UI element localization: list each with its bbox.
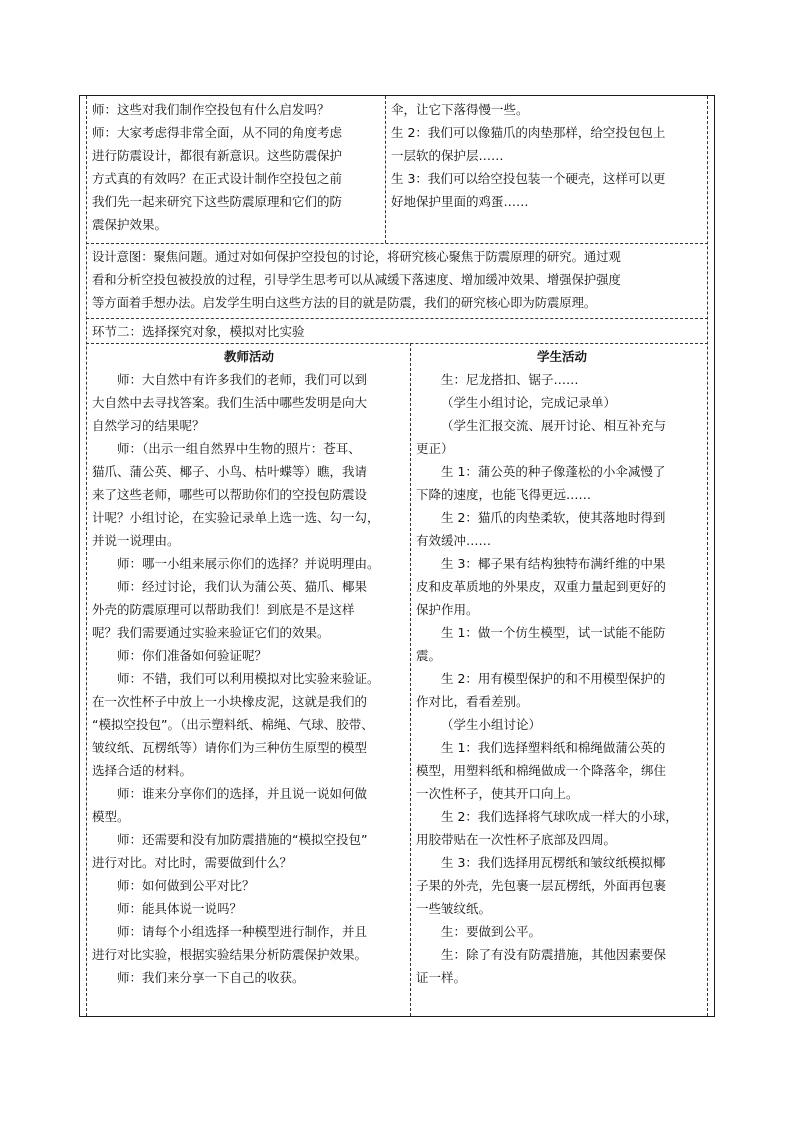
teacher-activity-cell [92, 345, 406, 989]
text-line: 外壳的防震原理可以帮助我们！到底是不是这样 [92, 602, 355, 617]
text-line: （学生小组讨论） [441, 717, 542, 732]
text-line: 看和分析空投包被投放的过程，引导学生思考可以从减缓下落速度、增加缓冲效果、增强保护强度 [92, 273, 621, 287]
text-line: 师：我们来分享一下自己的收获。 [117, 970, 305, 985]
text-line: （学生小组讨论，完成记录单） [441, 395, 617, 410]
text-line: 模型。 [92, 809, 130, 824]
lesson-plan-table [79, 95, 715, 1017]
design-intent-cell [92, 246, 708, 315]
text-line: 下降的速度，也能飞得更远…… [416, 487, 592, 502]
text-line: 证一样。 [416, 970, 467, 985]
text-line: 生 1：做一个仿生模型，试一试能不能防 [441, 625, 666, 640]
text-line: 震。 [416, 648, 442, 663]
text-line: 并说一说理由。 [92, 533, 180, 548]
text-line: 一些皱纹纸。 [416, 901, 492, 916]
text-line: 更正） [416, 441, 454, 456]
text-line: 呢？我们需要通过实验来验证它们的效果。 [92, 625, 330, 640]
text-line: 子果的外壳，先包裹一层瓦楞纸，外面再包裹 [416, 878, 667, 893]
text-line: 一层软的保护层…… [391, 148, 504, 163]
text-line: 师：大家考虑得非常全面，从不同的角度考虑 [92, 125, 343, 140]
text-line: 生 2：用有模型保护的和不用模型保护的 [441, 671, 666, 686]
teacher-column-header: 教师活动 [223, 349, 274, 364]
text-line: 方式真的有效吗？在正式设计制作空投包之前 [92, 171, 343, 186]
text-line: 师：大自然中有许多我们的老师，我们可以到 [117, 372, 368, 387]
text-line: 皱纹纸、瓦楞纸等）请你们为三种仿生原型的模型 [92, 740, 368, 755]
top-left-cell [92, 98, 382, 236]
text-line: 自然学习的结果呢？ [92, 418, 205, 433]
top-row-divider [385, 96, 386, 243]
text-line: 有效缓冲…… [416, 533, 492, 548]
text-line: 师：你们准备如何验证呢？ [117, 648, 268, 663]
text-line: 师：还需要和没有加防震措施的“模拟空投包” [117, 832, 368, 847]
text-line: 师：（出示一组自然界中生物的照片：苍耳、 [117, 441, 361, 456]
text-line: 生 3：我们可以给空投包装一个硬壳，这样可以更 [391, 171, 666, 186]
text-line: 师：谁来分享你们的选择，并且说一说如何做 [117, 786, 368, 801]
text-line: 震保护效果。 [92, 217, 168, 232]
text-line: “模拟空投包”。（出示塑料纸、棉绳、气球、胶带、 [92, 717, 374, 732]
text-line: 一次性杯子，使其开口向上。 [416, 786, 579, 801]
text-line: 进行对比实验，根据实验结果分析防震保护效果。 [92, 947, 368, 962]
text-line: 在一次性杯子中放上一小块橡皮泥，这就是我们的 [92, 694, 368, 709]
section-row-bottom-border [86, 343, 708, 344]
text-line: 生 1：蒲公英的种子像蓬松的小伞减慢了 [441, 464, 666, 479]
text-line: 进行对比。对比时，需要做到什么？ [92, 855, 293, 870]
text-line: 师：这些对我们制作空投包有什么启发吗？ [92, 102, 330, 117]
text-line: 生：尼龙搭扣、锯子…… [441, 372, 579, 387]
text-line: 等方面着手想办法。启发学生明白这些方法的目的就是防震，我们的研究核心即为防震原理。 [92, 296, 597, 310]
text-line: 师：请每个小组选择一种模型进行制作，并且 [117, 924, 368, 939]
text-line: 师：经过讨论，我们认为蒲公英、猫爪、椰果 [117, 579, 368, 594]
text-line: 师：能具体说一说吗？ [117, 901, 243, 916]
text-line: 保护作用。 [416, 602, 479, 617]
text-line: 生：除了有没有防震措施，其他因素要保 [441, 947, 667, 962]
text-line: 作对比，看看差别。 [416, 694, 529, 709]
text-line: 生 1：我们选择塑料纸和棉绳做蒲公英的 [441, 740, 666, 755]
text-line: 皮和皮革质地的外果皮，双重力量起到更好的 [416, 579, 667, 594]
text-line: 进行防震设计，都很有新意识。这些防震保护 [92, 148, 343, 163]
text-line: 计呢？小组讨论，在实验记录单上选一选、勾一勾， [92, 510, 380, 525]
text-line: 模型，用塑料纸和棉绳做成一个降落伞，绑住 [416, 763, 667, 778]
text-line: 师：不错，我们可以利用模拟对比实验来验证。 [117, 671, 380, 686]
text-line: 生 3：我们选择用瓦楞纸和皱纹纸模拟椰 [441, 855, 666, 870]
text-line: 生 2：猫爪的肉垫柔软，使其落地时得到 [441, 510, 666, 525]
text-line: 好地保护里面的鸡蛋…… [391, 194, 529, 209]
section-title: 环节二：选择探究对象，模拟对比实验 [92, 324, 305, 339]
text-line: 师：哪一小组来展示你们的选择？并说明理由。 [117, 556, 380, 571]
text-line: （学生汇报交流、展开讨论、相互补充与 [441, 418, 667, 433]
activity-columns-divider [410, 343, 411, 1016]
text-line: 来了这些老师，哪些可以帮助你们的空投包防震设 [92, 487, 368, 502]
text-line: 用胶带贴在一次性杯子底部及四周。 [416, 832, 617, 847]
text-line: 设计意图：聚焦问题。通过对如何保护空投包的讨论，将研究核心聚焦于防震原理的研究。通过观 [92, 250, 621, 264]
text-line: 生 2：我们可以像猫爪的肉垫那样，给空投包包上 [391, 125, 666, 140]
text-line: 伞，让它下落得慢一些。 [391, 102, 529, 117]
student-column-header: 学生活动 [536, 349, 587, 364]
text-line: 师：如何做到公平对比？ [117, 878, 255, 893]
student-activity-cell [416, 345, 708, 989]
text-line: 生：要做到公平。 [441, 924, 542, 939]
text-line: 生 3：椰子果有结构独特布满纤维的中果 [441, 556, 666, 571]
top-row-bottom-border [86, 243, 708, 244]
text-line: 大自然中去寻找答案。我们生活中哪些发明是向大 [92, 395, 368, 410]
top-right-cell [391, 98, 709, 213]
text-line: 猫爪、蒲公英、椰子、小鸟、枯叶蝶等）瞧，我请 [92, 464, 368, 479]
design-row-bottom-border [86, 318, 708, 319]
text-line: 选择合适的材料。 [92, 763, 193, 778]
text-line: 我们先一起来研究下这些防震原理和它们的防 [92, 194, 343, 209]
text-line: 生 2：我们选择将气球吹成一样大的小球， [441, 809, 678, 824]
section-title-cell [92, 320, 708, 343]
